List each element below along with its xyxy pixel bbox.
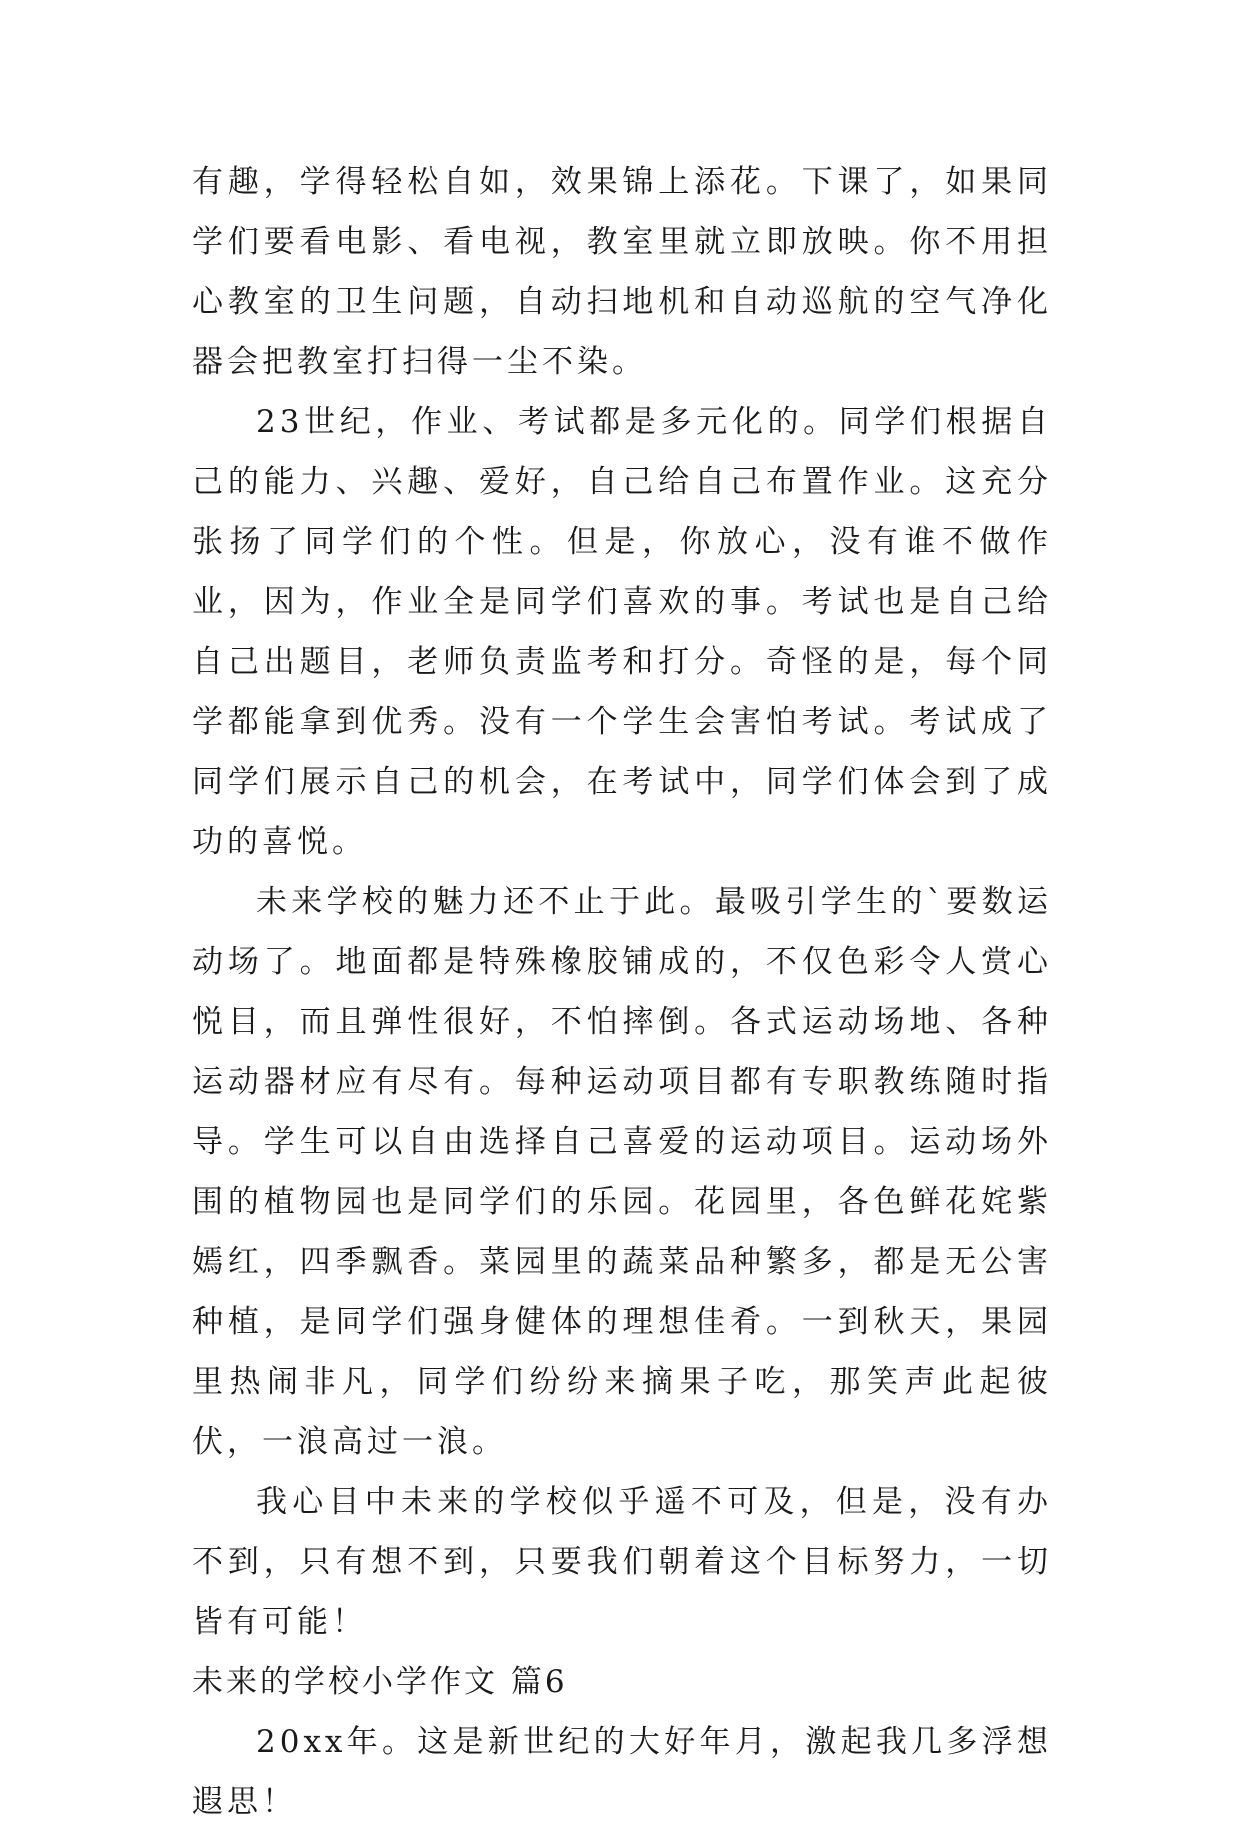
paragraph-sports-field: 未来学校的魅力还不止于此。最吸引学生的`要数运动场了。地面都是特殊橡胶铺成的，不仅色彩令人赏心悦目，而且弹性很好，不怕摔倒。各式运动场地、各种运动器材应有尽有。每种运动项目都有专职教练随时指导。学生可以自由选择自己喜爱的运动项目。运动场外围的植物园也是同学们的乐园。花园里，各色鲜花姹紫嫣红，四季飘香。菜园里的蔬菜品种繁多，都是无公害种植，是同学们强身健体的理想佳肴。一到秋天，果园里热闹非凡，同学们纷纷来摘果子吃，那笑声此起彼伏，一浪高过一浪。 — [192, 884, 1052, 1460]
paragraph-classroom: 有趣，学得轻松自如，效果锦上添花。下课了，如果同学们要看电影、看电视，教室里就立即放映。你不用担心教室的卫生问题，自动扫地机和自动巡航的空气净化器会把教室打扫得一尘不染。 — [192, 164, 1052, 380]
section-heading: 未来的学校小学作文 篇6 — [192, 1664, 568, 1700]
document-body — [192, 152, 1052, 1832]
paragraph-new-century: 20xx年。这是新世纪的大好年月，激起我几多浮想遐思！ — [192, 1724, 1052, 1820]
paragraph-homework-exams: 23世纪，作业、考试都是多元化的。同学们根据自己的能力、兴趣、爱好，自己给自己布置作业。这充分张扬了同学们的个性。但是，你放心，没有谁不做作业，因为，作业全是同学们喜欢的事。考试也是自己给自己出题目，老师负责监考和打分。奇怪的是，每个同学都能拿到优秀。没有一个学生会害怕考试。考试成了同学们展示自己的机会，在考试中，同学们体会到了成功的喜悦。 — [192, 404, 1052, 860]
paragraph-conclusion: 我心目中未来的学校似乎遥不可及，但是，没有办不到，只有想不到，只要我们朝着这个目标努力，一切皆有可能！ — [192, 1484, 1052, 1640]
